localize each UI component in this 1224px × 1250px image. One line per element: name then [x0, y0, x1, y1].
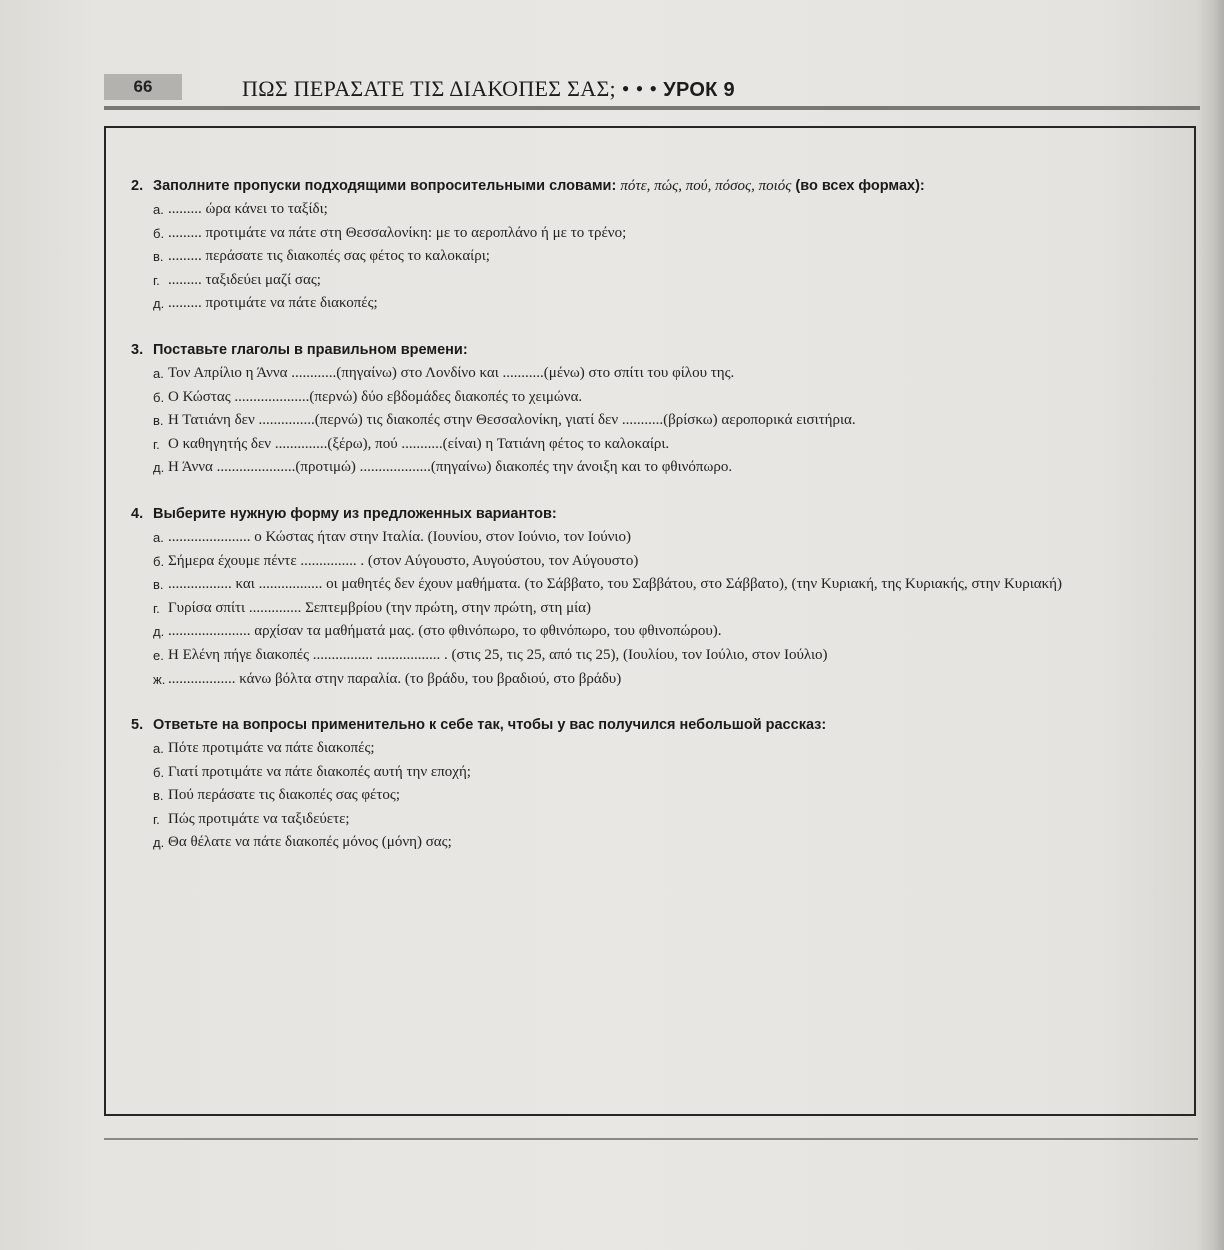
item-text: ...................... αρχίσαν τα μαθήματά μας. (στο φθινόπωρο, το φθινόπωρο, του φθινοπώρου). — [168, 623, 722, 640]
header-rule — [104, 106, 1200, 110]
exercise-instruction: Выберите нужную форму из предложенных вариантов: — [153, 505, 557, 522]
item-marker: б. — [153, 225, 165, 241]
exercise-heading — [131, 338, 1171, 362]
item-text: ...................... ο Κώστας ήταν στην Ιταλία. (Ιουνίου, στον Ιούνιο, τον Ιούνιο) — [168, 528, 631, 545]
title-separator: • • • — [621, 76, 658, 101]
exercise-number: 3. — [131, 341, 144, 358]
exercise-content — [131, 174, 1171, 877]
item-marker: г. — [153, 436, 160, 452]
exercise-3 — [131, 338, 1171, 480]
item-marker: а. — [153, 365, 164, 381]
item-text: Γυρίσα σπίτι .............. Σεπτεμβρίου (την πρώτη, στην πρώτη, στη μία) — [168, 599, 592, 616]
exercise-instruction: Заполните пропуски подходящими вопросительными словами: — [153, 178, 617, 194]
item-text: ......... προτιμάτε να πάτε στη Θεσσαλονίκη: με το αεροπλάνο ή με το τρένο; — [168, 224, 627, 241]
exercise-instruction: Поставьте глаголы в правильном времени: — [153, 341, 468, 358]
item-marker: в. — [153, 249, 164, 265]
lesson-label: УРОК 9 — [663, 79, 735, 101]
exercise-item — [131, 222, 1171, 246]
exercise-2 — [131, 174, 1171, 316]
exercise-item — [131, 597, 1171, 621]
exercise-items — [131, 737, 1171, 855]
item-marker: а. — [153, 529, 164, 545]
exercise-number: 5. — [131, 717, 144, 734]
exercise-item — [131, 620, 1171, 644]
item-text: .................. κάνω βόλτα στην παραλία. (το βράδυ, του βραδιού, στο βράδυ) — [168, 670, 622, 687]
item-marker: г. — [153, 272, 160, 288]
exercise-item — [131, 526, 1171, 550]
exercise-number: 4. — [131, 505, 144, 522]
exercise-item — [131, 831, 1171, 855]
item-marker: г. — [153, 811, 160, 827]
item-marker: в. — [153, 577, 164, 593]
item-text: Η Άννα .....................(προτιμώ) ...................(πηγαίνω) διακοπές την άνοιξη και το φθινόπωρο. — [168, 459, 733, 476]
exercise-items — [131, 198, 1171, 316]
item-text: Ο καθηγητής δεν ..............(ξέρω), πού ...........(είναι) η Τατιάνη φέτος το καλοκαίρι. — [168, 435, 670, 452]
item-marker: б. — [153, 764, 165, 780]
exercise-instruction-greek: πότε, πώς, πού, πόσος, ποιός — [620, 178, 792, 194]
page-header — [104, 74, 1200, 112]
exercise-item — [131, 386, 1171, 410]
item-text: Πώς προτιμάτε να ταξιδεύετε; — [168, 810, 350, 827]
exercise-items — [131, 526, 1171, 691]
item-marker: е. — [153, 647, 164, 663]
exercise-item — [131, 808, 1171, 832]
exercise-item — [131, 292, 1171, 316]
exercise-item — [131, 737, 1171, 761]
exercise-item — [131, 784, 1171, 808]
item-text: ................. και ................. οι μαθητές δεν έχουν μαθήματα. (το Σάββατο, του Σαββάτου, στο Σάββατο), (την Κυριακή, της Κυριακής, στην Κυριακή) — [168, 576, 1063, 593]
exercise-item — [131, 456, 1171, 480]
exercise-instruction: Ответьте на вопросы применительно к себе так, чтобы у вас получился небольшой рассказ: — [153, 717, 827, 734]
footer-rule — [104, 1138, 1198, 1140]
item-marker: в. — [153, 413, 164, 429]
exercise-item — [131, 409, 1171, 433]
exercise-item — [131, 198, 1171, 222]
exercise-item — [131, 269, 1171, 293]
item-text: Γιατί προτιμάτε να πάτε διακοπές αυτή την εποχή; — [168, 763, 471, 780]
exercise-heading — [131, 174, 1171, 198]
item-text: ......... προτιμάτε να πάτε διακοπές; — [168, 295, 378, 312]
exercise-instruction-tail: (во всех формах): — [795, 178, 925, 194]
item-text: Τον Απρίλιο η Άννα ............(πηγαίνω) στο Λονδίνο και ...........(μένω) στο σπίτι του φίλου της. — [168, 364, 735, 381]
exercise-item — [131, 761, 1171, 785]
exercise-items — [131, 362, 1171, 480]
item-marker: б. — [153, 389, 165, 405]
item-marker: д. — [153, 460, 165, 476]
item-text: Θα θέλατε να πάτε διακοπές μόνος (μόνη) σας; — [168, 834, 452, 851]
item-text: Ο Κώστας ....................(περνώ) δύο εβδομάδες διακοπές το χειμώνα. — [168, 388, 583, 405]
item-text: ......... ταξιδεύει μαζί σας; — [168, 271, 321, 288]
item-marker: ж. — [153, 671, 166, 687]
exercise-5 — [131, 713, 1171, 855]
page-title-text: ΠΩΣ ΠΕΡΑΣΑΤΕ ΤΙΣ ΔΙΑΚΟΠΕΣ ΣΑΣ; — [242, 76, 616, 101]
item-marker: а. — [153, 202, 164, 217]
exercise-item — [131, 550, 1171, 574]
page-number: 66 — [104, 74, 182, 100]
item-text: Πού περάσατε τις διακοπές σας φέτος; — [168, 787, 400, 804]
exercise-heading — [131, 713, 1171, 737]
exercise-heading — [131, 502, 1171, 526]
item-marker: б. — [153, 553, 165, 569]
exercise-item — [131, 573, 1171, 597]
page-edge-shadow — [1196, 0, 1224, 1250]
item-text: Σήμερα έχουμε πέντε ............... . (στον Αύγουστο, Αυγούστου, τον Αύγουστο) — [168, 552, 639, 569]
item-text: ......... ώρα κάνει το ταξίδι; — [168, 201, 328, 217]
item-text: Η Ελένη πήγε διακοπές ................ ................. . (στις 25, τις 25, από τις 25), (Ιουλίου, τον Ιούλιο, στον Ιούλιο) — [168, 646, 828, 663]
page-title — [242, 76, 735, 102]
exercise-4 — [131, 502, 1171, 691]
exercise-item — [131, 362, 1171, 386]
item-marker: д. — [153, 296, 165, 312]
exercise-item — [131, 668, 1171, 692]
item-marker: д. — [153, 835, 165, 851]
exercise-item — [131, 433, 1171, 457]
item-marker: в. — [153, 788, 164, 804]
exercise-item — [131, 644, 1171, 668]
item-text: Πότε προτιμάτε να πάτε διακοπές; — [168, 740, 375, 757]
item-marker: г. — [153, 600, 160, 616]
item-marker: д. — [153, 624, 165, 640]
exercise-number: 2. — [131, 178, 144, 194]
item-text: Η Τατιάνη δεν ...............(περνώ) τις διακοπές στην Θεσσαλονίκη, γιατί δεν ...........(βρίσκω) αεροπορικά εισιτήρια. — [168, 412, 856, 429]
item-text: ......... περάσατε τις διακοπές σας φέτος το καλοκαίρι; — [168, 248, 490, 265]
exercise-item — [131, 245, 1171, 269]
item-marker: а. — [153, 741, 164, 757]
